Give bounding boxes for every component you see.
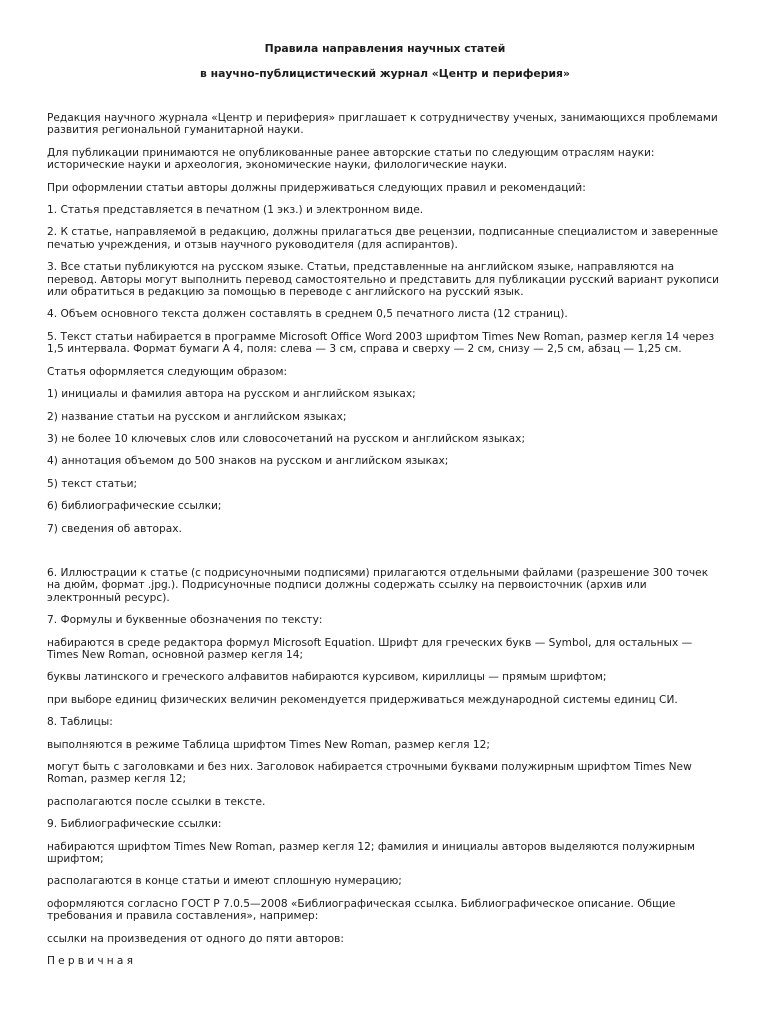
paragraph: набираются в среде редактора формул Microsoft Equation. Шрифт для греческих букв — Symbol, для остальных — Times New Roman, основной размер кегля 14; — [47, 636, 693, 661]
list-item: 7) сведения об авторах. — [47, 522, 182, 535]
paragraph: выполняются в режиме Таблица шрифтом Times New Roman, размер кегля 12; — [47, 738, 490, 751]
rule-item: 7. Формулы и буквенные обозначения по тексту: — [47, 614, 323, 627]
paragraph: Редакция научного журнала «Центр и периферия» приглашает к сотрудничеству ученых, занимающихся проблемами развития региональной гуманитарной науки. — [47, 112, 718, 137]
document-body — [47, 112, 724, 977]
document-subtitle: в научно-публицистический журнал «Центр и периферия» — [200, 67, 570, 80]
paragraph: при выборе единиц физических величин рекомендуется придерживаться международной системы единиц СИ. — [47, 693, 678, 706]
paragraph: Для публикации принимаются не опубликованные ранее авторские статьи по следующим отраслям науки: исторические науки и археология, экономические науки, филологические науки. — [47, 146, 655, 172]
section-label: Первичная — [47, 955, 137, 968]
paragraph: набираются шрифтом Times New Roman, размер кегля 12; фамилия и инициалы авторов выделяются полужирным шрифтом; — [47, 840, 696, 866]
rule-item: 5. Текст статьи набирается в программе Microsoft Office Word 2003 шрифтом Times New Roman, размер кегля 14 через 1,5 интервала. Формат бумаги А 4, поля: слева — 3 см, справа и сверху — 2 см, снизу — 2,5 см, абзац — 1,25 см. — [47, 330, 715, 356]
paragraph: оформляются согласно ГОСТ Р 7.0.5—2008 «Библиографическая ссылка. Библиографическое описание. Общие требования и правила составления», например: — [47, 897, 676, 923]
paragraph: могут быть с заголовками и без них. Заголовок набирается строчными буквами полужирным шрифтом Times New Roman, размер кегля 12; — [47, 761, 692, 786]
rule-item: 8. Таблицы: — [47, 716, 113, 729]
paragraph: буквы латинского и греческого алфавитов набираются курсивом, кириллицы — прямым шрифтом; — [47, 671, 607, 684]
list-item: 3) не более 10 ключевых слов или словосочетаний на русском и английском языках; — [47, 432, 526, 445]
paragraph: ссылки на произведения от одного до пяти авторов: — [47, 932, 344, 945]
paragraph: Статья оформляется следующим образом: — [47, 365, 288, 378]
list-item: 6) библиографические ссылки; — [47, 500, 222, 513]
rule-item: 3. Все статьи публикуются на русском языке. Статьи, представленные на английском языке, направляются на перевод. Авторы могут выполнить перевод самостоятельно и представить для публикации русский вариант рукописи или обратиться в редакцию за помощью в переводе с английского на русский язык. — [47, 261, 719, 299]
blank-gap — [47, 545, 724, 567]
rule-item: 1. Статья представляется в печатном (1 экз.) и электронном виде. — [47, 204, 424, 217]
list-item: 4) аннотация объемом до 500 знаков на русском и английском языках; — [47, 455, 449, 468]
rule-item: 4. Объем основного текста должен составлять в среднем 0,5 печатного листа (12 страниц). — [47, 308, 568, 321]
paragraph: располагаются после ссылки в тексте. — [47, 795, 266, 808]
document-title: Правила направления научных статей — [264, 42, 506, 55]
paragraph: располагаются в конце статьи и имеют сплошную нумерацию; — [47, 875, 402, 888]
list-item: 5) текст статьи; — [47, 477, 138, 490]
rule-item: 9. Библиографические ссылки: — [47, 818, 222, 831]
list-item: 1) инициалы и фамилия автора на русском и английском языках; — [47, 388, 416, 401]
rule-item: 2. К статье, направляемой в редакцию, должны прилагаться две рецензии, подписанные специалистом и заверенные печатью учреждения, и отзыв научного руководителя (для аспирантов). — [47, 226, 719, 251]
rule-item: 6. Иллюстрации к статье (с подрисуночными подписями) прилагаются отдельными файлами (разрешение 300 точек на дюйм, формат .jpg.). Подрисуночные подписи должны содержать ссылку на первоисточник (архив или электронный ресурс). — [47, 566, 709, 604]
paragraph: При оформлении статьи авторы должны придерживаться следующих правил и рекомендаций: — [47, 181, 586, 194]
list-item: 2) название статьи на русском и английском языках; — [47, 410, 347, 423]
